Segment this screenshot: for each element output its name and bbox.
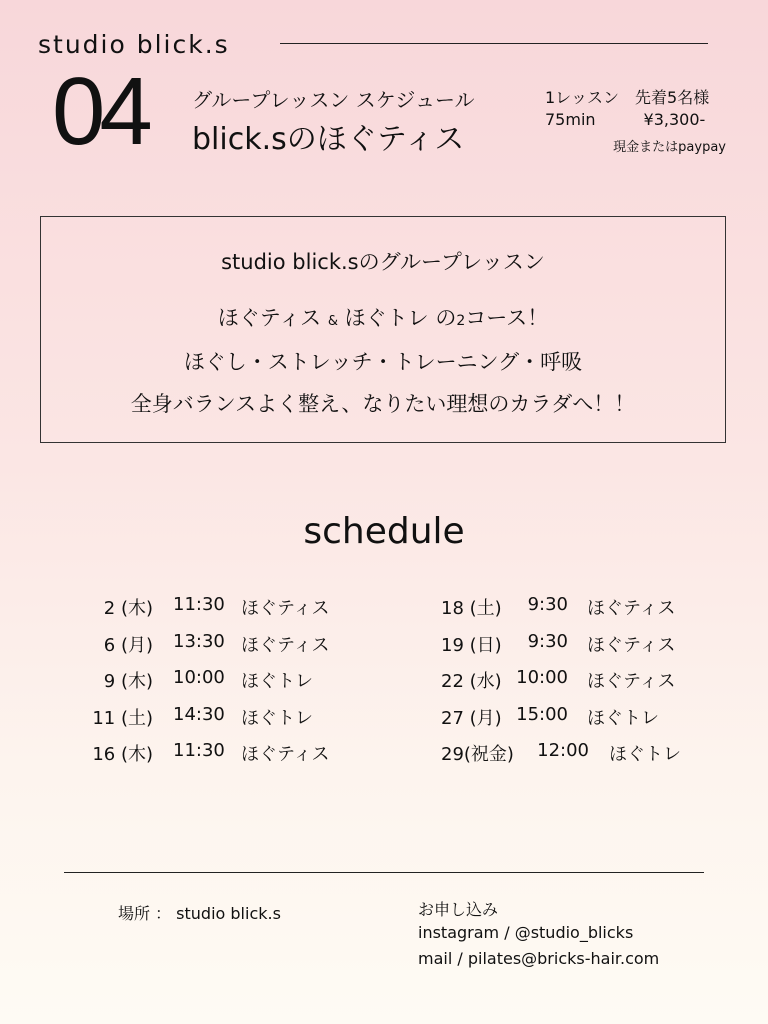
schedule-lesson: ほぐティス xyxy=(241,744,330,765)
intro-line-contents: ほぐし・ストレッチ・トレーニング・呼吸 xyxy=(183,350,583,374)
brand-name: studio blick.s xyxy=(38,30,230,59)
course-count: 2 xyxy=(456,313,466,329)
venue-info: 場所 ： studio blick.s xyxy=(118,904,281,923)
capacity-info: 1レッスン 先着5名様 xyxy=(545,88,710,107)
schedule-time: 9:30 xyxy=(527,594,568,615)
mail-contact[interactable]: mail / pilates@bricks-hair.com xyxy=(418,949,660,968)
schedule-time: 10:00 xyxy=(516,667,568,688)
schedule-time: 13:30 xyxy=(173,631,225,652)
duration-price xyxy=(545,110,705,129)
schedule-time: 9:30 xyxy=(527,631,568,652)
schedule-time: 11:30 xyxy=(173,740,225,761)
course-hogutisu: ほぐティス xyxy=(217,306,322,330)
ampersand: & xyxy=(327,314,338,329)
course-hogutore: ほぐトレ の xyxy=(344,306,457,330)
schedule-time: 14:30 xyxy=(173,704,225,725)
schedule-lesson: ほぐティス xyxy=(241,598,330,619)
schedule-date: 6 (月) xyxy=(103,635,153,656)
schedule-title: グループレッスン スケジュール xyxy=(192,88,475,112)
schedule-lesson: ほぐトレ xyxy=(241,671,313,692)
intro-line-goal: 全身バランスよく整え、なりたい理想のカラダへ！！ xyxy=(130,392,636,416)
schedule-time: 15:00 xyxy=(516,704,568,725)
schedule-date: 16 (木) xyxy=(92,744,153,765)
month-number: 04 xyxy=(52,58,147,165)
schedule-date: 18 (土) xyxy=(441,598,502,619)
price: ¥3,300- xyxy=(643,110,706,129)
schedule-time: 12:00 xyxy=(537,740,589,761)
schedule-lesson: ほぐティス xyxy=(587,671,676,692)
schedule-heading: schedule xyxy=(303,511,465,552)
schedule-date: 27 (月) xyxy=(441,708,502,729)
duration: 75min xyxy=(545,110,596,129)
payment-info: 現金またはpaypay xyxy=(613,140,726,155)
schedule-date: 19 (日) xyxy=(441,635,502,656)
schedule-date: 2 (木) xyxy=(103,598,153,619)
schedule-date: 29(祝金) xyxy=(441,744,514,765)
intro-heading: studio blick.sのグループレッスン xyxy=(221,250,545,274)
schedule-lesson: ほぐティス xyxy=(587,598,676,619)
schedule-lesson: ほぐトレ xyxy=(609,744,681,765)
course-suffix: コース！ xyxy=(465,306,549,330)
schedule-time: 11:30 xyxy=(173,594,225,615)
instagram-contact[interactable]: instagram / @studio_blicks xyxy=(418,923,634,942)
footer-divider xyxy=(64,872,704,873)
schedule-lesson: ほぐティス xyxy=(587,635,676,656)
schedule-lesson: ほぐトレ xyxy=(587,708,659,729)
schedule-lesson: ほぐティス xyxy=(241,635,330,656)
schedule-lesson: ほぐトレ xyxy=(241,708,313,729)
lesson-name: blick.sのほぐティス xyxy=(192,122,465,157)
schedule-date: 11 (土) xyxy=(92,708,153,729)
schedule-time: 10:00 xyxy=(173,667,225,688)
schedule-date: 22 (水) xyxy=(441,671,502,692)
apply-label: お申し込み xyxy=(418,900,499,919)
schedule-date: 9 (木) xyxy=(103,671,153,692)
intro-line-courses xyxy=(40,302,726,332)
header-divider xyxy=(280,43,708,44)
